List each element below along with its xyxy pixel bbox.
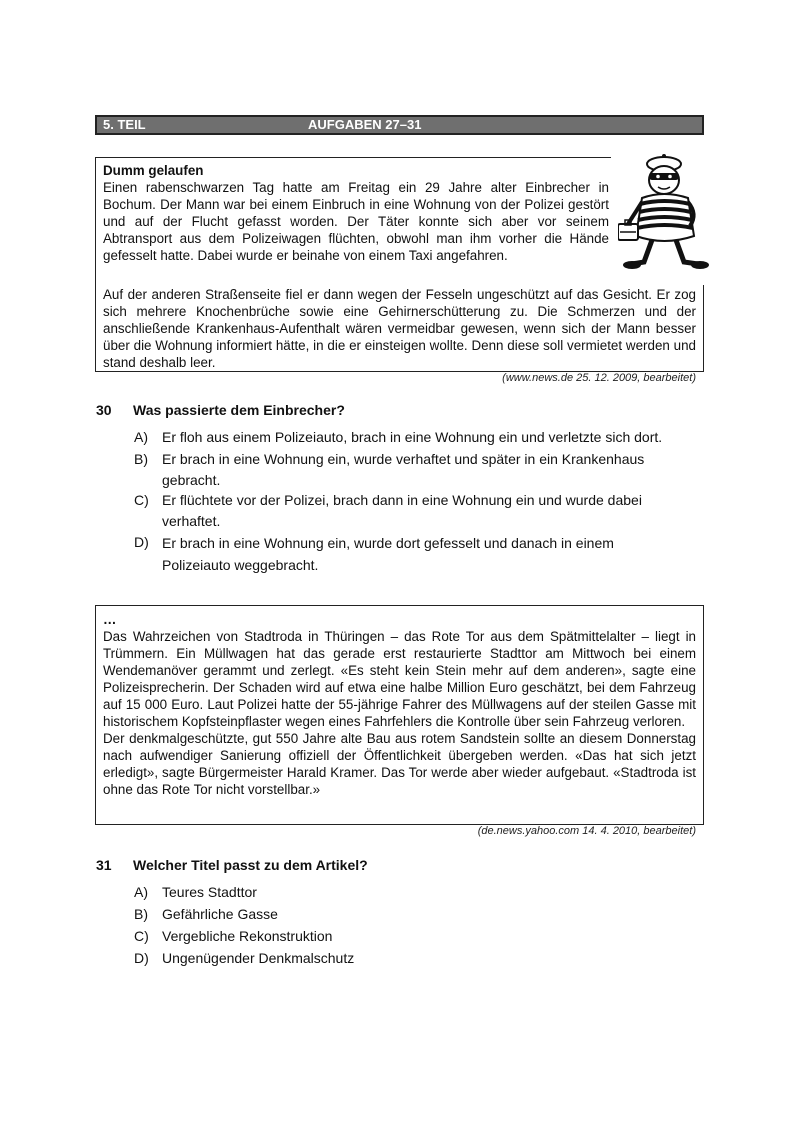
question31-number: 31 xyxy=(96,857,112,873)
tasks-label: AUFGABEN 27–31 xyxy=(308,117,422,132)
article1-source: (www.news.de 25. 12. 2009, bearbeitet) xyxy=(502,372,696,384)
article1-paragraph1: Einen rabenschwarzen Tag hatte am Freitag ein 29 Jahre alter Einbrecher in Bochum. Der Mann war bei einem Einbruch in eine Wohnung von der Polizei gestört und auf der Flucht gefasst worden. Der Täter konnte sich aber vor seinem Abtransport aus dem Polizeiwagen flüchten, obwohl man ihm vorher die Hände gefesselt hatte. Dabei wurde er beinahe von einem Taxi angefahren. xyxy=(103,180,609,263)
q30-option-b-letter[interactable]: B) xyxy=(134,451,148,467)
article1-upper xyxy=(103,162,609,264)
q30-option-a[interactable]: Er floh aus einem Polizeiauto, brach in eine Wohnung ein und verletzte sich dort. xyxy=(162,429,663,445)
q31-option-d[interactable]: Ungenügender Denkmalschutz xyxy=(162,950,355,966)
q31-option-a-letter[interactable]: A) xyxy=(134,884,148,900)
question31-text: Welcher Titel passt zu dem Artikel? xyxy=(133,857,368,873)
q30-option-c-letter[interactable]: C) xyxy=(134,492,149,508)
question30-number: 30 xyxy=(96,402,112,418)
article1-paragraph2: Auf der anderen Straßenseite fiel er dann wegen der Fesseln ungeschützt auf das Gesicht. Er zog sich mehrere Knochenbrüche sowie eine Gehirnerschütterung zu. Die Schmerzen und der anschließende Krankenhaus-Aufenthalt wären vermeidbar gewesen, wenn sich der Mann besser über die Wohnung informiert hätte, in die er einsteigen wollte. Denn diese soll vermietet werden und stand deshalb leer. xyxy=(103,287,696,370)
article2-title: … xyxy=(103,612,117,627)
question30-text: Was passierte dem Einbrecher? xyxy=(133,402,345,418)
article1-right-rule xyxy=(703,285,704,372)
q31-option-c[interactable]: Vergebliche Rekonstruktion xyxy=(162,928,333,944)
section-header xyxy=(95,115,704,135)
q31-option-a[interactable]: Teures Stadttor xyxy=(162,884,257,900)
q30-option-d-letter[interactable]: D) xyxy=(134,534,149,550)
q30-option-a-letter[interactable]: A) xyxy=(134,429,148,445)
article1-lower xyxy=(103,286,696,371)
article2-source: (de.news.yahoo.com 14. 4. 2010, bearbeitet) xyxy=(477,825,696,837)
q30-option-d[interactable]: Er brach in eine Wohnung ein, wurde dort gefesselt und danach in einem Polizeiauto weggebracht. xyxy=(162,535,614,573)
q30-option-b[interactable]: Er brach in eine Wohnung ein, wurde verhaftet und später in ein Krankenhaus gebracht. xyxy=(162,451,645,488)
article2-paragraph2: Der denkmalgeschützte, gut 550 Jahre alte Bau aus rotem Sandstein sollte an diesem Donnerstag nach aufwendiger Sanierung offiziell der Öffentlichkeit übergeben werden. «Das hat sich jetzt erledigt», sagte Bürgermeister Harald Kramer. Das Tor werde aber wieder aufgebaut. «Stadtroda ist ohne das Rote Tor nicht vorstellbar.» xyxy=(103,731,696,797)
article1-left-rule xyxy=(95,157,96,372)
q31-option-d-letter[interactable]: D) xyxy=(134,950,149,966)
part-label: 5. TEIL xyxy=(103,117,146,132)
q31-option-b-letter[interactable]: B) xyxy=(134,906,148,922)
robber-illustration xyxy=(618,150,710,272)
q31-option-b[interactable]: Gefährliche Gasse xyxy=(162,906,278,922)
article1-title: Dumm gelaufen xyxy=(103,163,204,178)
article1-top-rule xyxy=(95,157,611,158)
q31-option-c-letter[interactable]: C) xyxy=(134,928,149,944)
article2-paragraph1: Das Wahrzeichen von Stadtroda in Thüringen – das Rote Tor aus dem Spätmittelalter – liegt in Trümmern. Ein Müllwagen hat das gerade erst restaurierte Stadttor am Mittwoch bei einem Wendemanöver gerammt und zerlegt. «Es steht kein Stein mehr auf dem anderen», sagte eine Polizeisprecherin. Der Schaden wird auf etwa eine halbe Million Euro geschätzt, bei dem Fahrzeug auf 15 000 Euro. Laut Polizei hatte der 55-jährige Fahrer des Müllwagens auf der steilen Gasse mit historischem Kopfsteinpflaster wegen eines Fahrfehlers die Kontrolle über sein Fahrzeug verloren. xyxy=(103,629,696,729)
article2 xyxy=(103,611,696,798)
q30-option-c[interactable]: Er flüchtete vor der Polizei, brach dann in eine Wohnung ein und wurde dabei verhaftet. xyxy=(162,492,642,529)
